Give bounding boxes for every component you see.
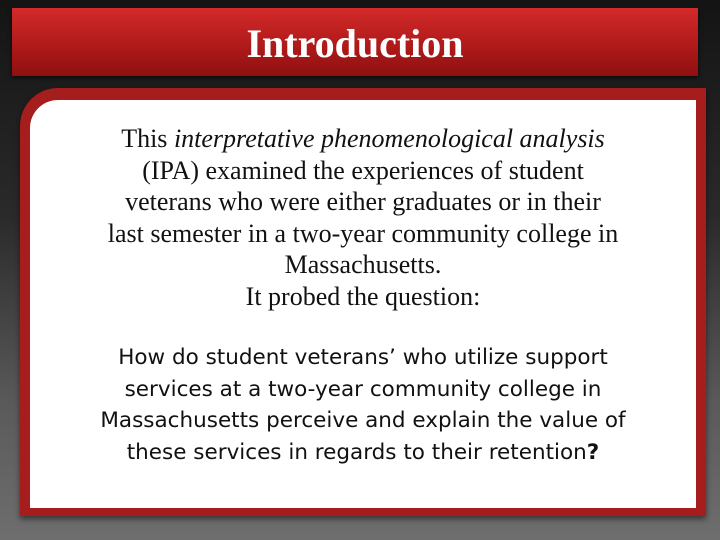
- intro-line-2: (IPA) examined the experiences of student: [142, 155, 584, 185]
- intro-paragraph: [38, 123, 688, 312]
- research-question: [38, 342, 688, 468]
- question-line-4: [38, 437, 688, 469]
- slide-title: Introduction: [246, 21, 464, 66]
- question-mark: ?: [586, 439, 600, 465]
- question-line-3: Massachusetts perceive and explain the value of: [100, 408, 626, 433]
- intro-text-plain: This: [121, 124, 174, 153]
- question-line-4-text: these services in regards to their retention: [126, 439, 587, 465]
- intro-text-italic: interpretative phenomenological analysis: [173, 124, 605, 153]
- intro-line-3: veterans who were either graduates or in their: [125, 187, 601, 216]
- title-bar: [12, 8, 698, 76]
- intro-line-5: Massachusetts.: [284, 250, 442, 279]
- intro-line-6: It probed the question:: [245, 281, 481, 311]
- intro-line-1: [38, 123, 688, 155]
- intro-line-4: last semester in a two-year community college in: [107, 218, 619, 248]
- question-line-2: services at a two-year community college in: [124, 376, 602, 402]
- question-line-1: How do student veterans’ who utilize support: [118, 345, 608, 370]
